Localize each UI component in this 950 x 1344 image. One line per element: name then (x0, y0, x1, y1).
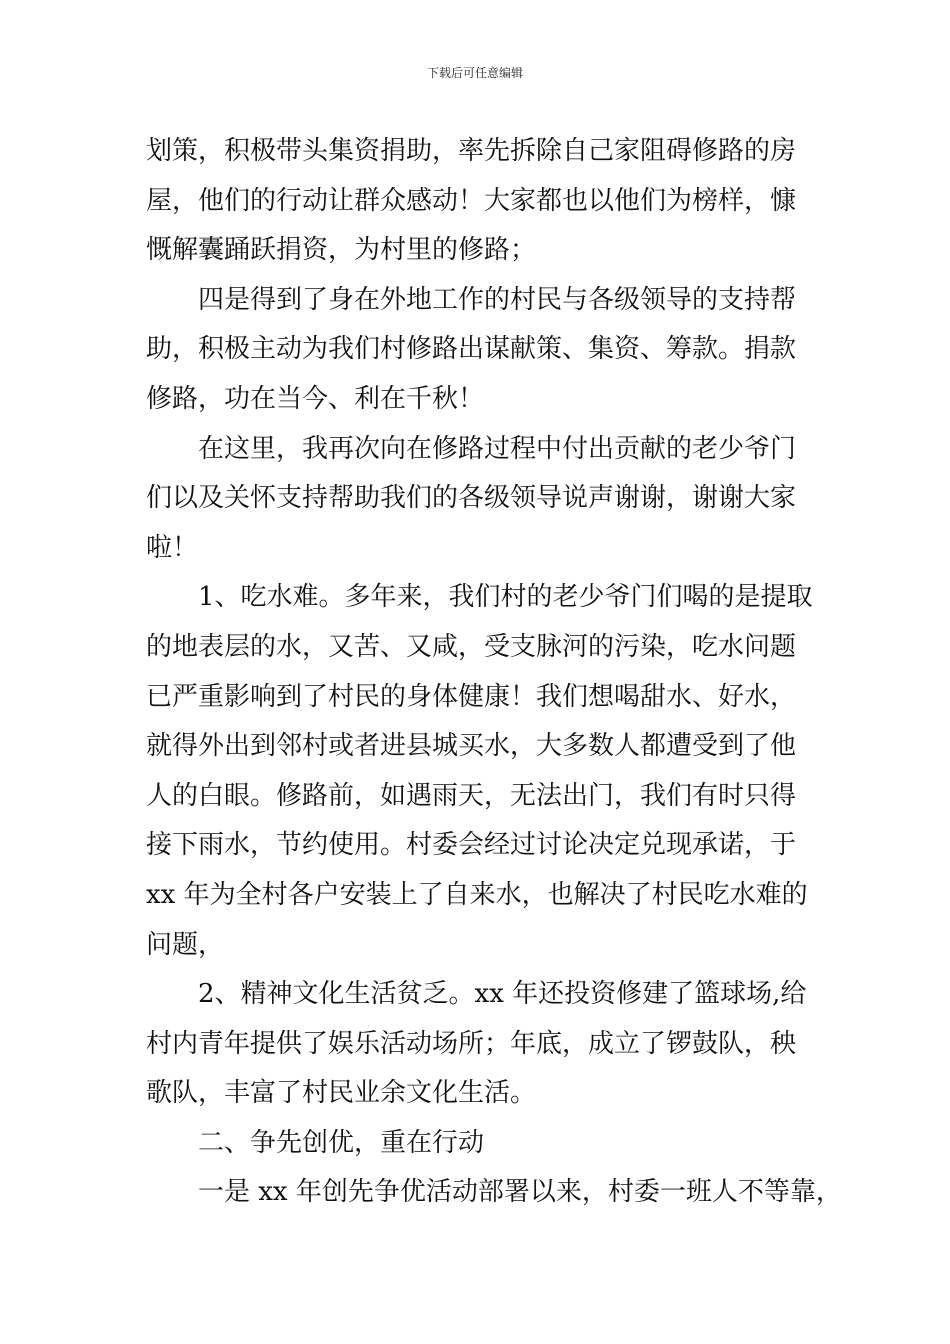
text-line: 1、吃水难。多年来，我们村的老少爷门们喝的是提取 (198, 582, 813, 613)
page-header: 下载后可任意编辑 (426, 66, 523, 80)
text-line: 人的白眼。修路前，如遇雨天，无法出门，我们有时只得 (146, 780, 797, 811)
text-line: 屋，他们的行动让群众感动！大家都也以他们为榜样，慷 (146, 185, 797, 216)
text-line: 们以及关怀支持帮助我们的各级领导说声谢谢，谢谢大家 (146, 483, 797, 514)
text-line: 慨解囊踊跃捐资，为村里的修路； (146, 235, 537, 266)
document-body (146, 127, 842, 1218)
text-line: 修路，功在当今、利在千秋！ (146, 383, 485, 414)
text-line: 接下雨水，节约使用。村委会经过讨论决定兑现承诺，于 (146, 830, 797, 861)
text-line: 啦！ (146, 532, 199, 563)
text-line: 四是得到了身在外地工作的村民与各级领导的支持帮 (198, 284, 797, 315)
text-line: 划策，积极带头集资捐助，率先拆除自己家阻碍修路的房 (146, 136, 797, 166)
text-line: 就得外出到邻村或者进县城买水，大多数人都遭受到了他 (146, 731, 797, 762)
text-line: 已严重影响到了村民的身体健康！我们想喝甜水、好水， (146, 681, 797, 712)
text-line: 村内青年提供了娱乐活动场所；年底，成立了锣鼓队，秧 (146, 1028, 797, 1059)
text-line: 二、争先创优，重在行动 (198, 1127, 485, 1158)
text-line: 一是 xx 年创先争优活动部署以来，村委一班人不等靠， (198, 1177, 842, 1208)
text-line: 问题， (146, 929, 225, 960)
text-line: 助，积极主动为我们村修路出谋献策、集资、筹款。捐款 (146, 334, 797, 365)
text-line: xx 年为全村各户安装上了自来水，也解决了村民吃水难的 (146, 879, 808, 910)
text-line: 在这里，我再次向在修路过程中付出贡献的老少爷门 (198, 433, 797, 464)
text-line: 2、精神文化生活贫乏。xx 年还投资修建了篮球场,给 (198, 979, 807, 1010)
text-line: 歌队，丰富了村民业余文化生活。 (146, 1078, 537, 1109)
text-line: 的地表层的水，又苦、又咸，受支脉河的污染，吃水问题 (146, 631, 797, 662)
